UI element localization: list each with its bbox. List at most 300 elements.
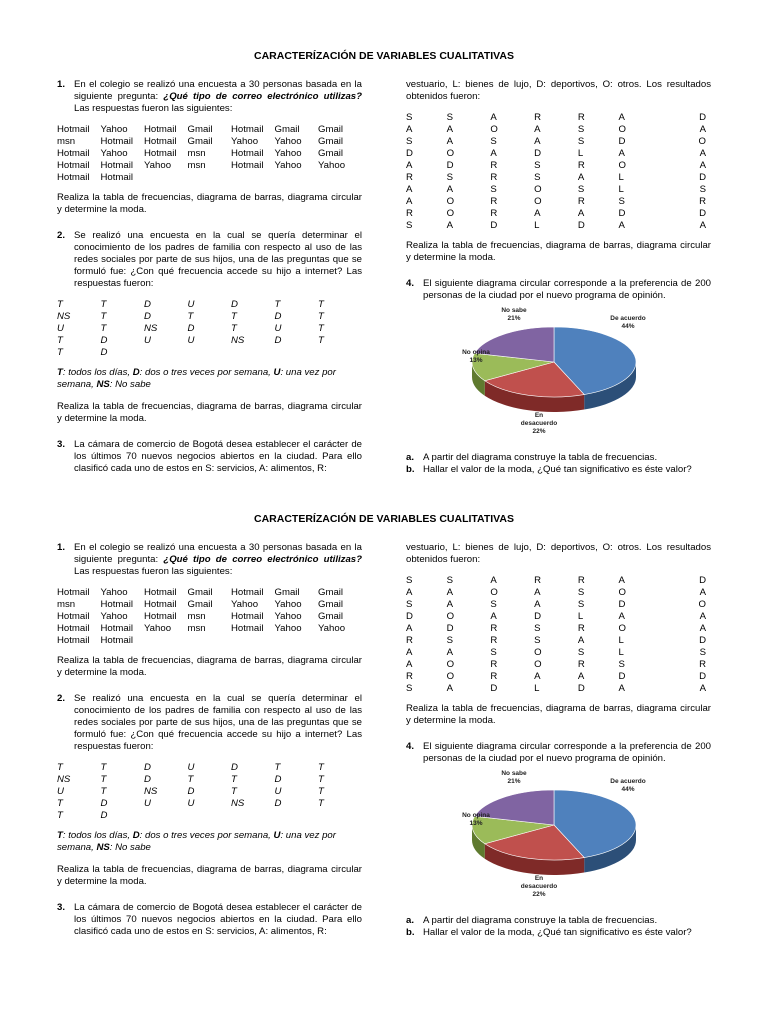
table-row (57, 323, 362, 335)
legend-desc: : No sabe (109, 379, 151, 390)
table-row (57, 611, 362, 623)
table-cell: A (577, 208, 585, 219)
table-cell: D (446, 160, 454, 171)
question-number: 3. (57, 439, 66, 450)
legend-desc: : una vez por semana, (57, 830, 336, 853)
table-cell: O (534, 659, 542, 670)
pie-label-line: desacuerdo (520, 883, 558, 890)
pie-label-line: 13% (469, 820, 483, 827)
table-cell: Hotmail (100, 635, 134, 646)
table-cell: O (446, 611, 455, 622)
table-cell: T (57, 762, 63, 773)
legend-key: D (132, 830, 140, 841)
table-cell: D (577, 220, 585, 231)
table-cell: D (187, 786, 195, 797)
table-cell: R (490, 659, 498, 670)
table-cell: A (446, 220, 454, 231)
question-4 (406, 741, 711, 765)
table-cell: L (618, 647, 624, 658)
table-cell: Yahoo (274, 611, 302, 622)
table-cell (318, 635, 362, 647)
legend-desc: : todos los días, (62, 830, 133, 841)
table-cell: D (490, 220, 498, 231)
instruction-text: Realiza la tabla de frecuencias, diagrama de barras, diagrama circular y determine la moda. (406, 240, 711, 263)
table-row (57, 786, 362, 798)
table-cell: Gmail (318, 136, 344, 147)
business-types-table (406, 112, 706, 232)
table-cell (275, 347, 319, 359)
table-cell: A (618, 220, 625, 231)
table-cell: Yahoo (318, 160, 346, 171)
pie-label-0 (610, 778, 645, 793)
table-cell: Hotmail (57, 635, 90, 646)
table-cell: D (144, 774, 151, 785)
question-number: 4. (406, 278, 415, 289)
pie-label-line: 44% (621, 786, 635, 793)
pie-label-line: 21% (507, 315, 521, 322)
table-cell (275, 172, 319, 184)
table-cell: NS (144, 323, 158, 334)
table-cell: D (274, 774, 282, 785)
table-cell: S (699, 184, 706, 195)
table-cell: A (490, 112, 497, 123)
table-cell: U (57, 323, 64, 334)
pie-label-line: No sabe (501, 770, 527, 777)
table-cell: O (618, 587, 626, 598)
table-cell: D (100, 347, 108, 358)
legend-key: NS (96, 842, 110, 853)
table-cell: A (699, 220, 706, 231)
table-cell: msn (187, 611, 206, 622)
table-cell: D (231, 299, 238, 310)
legend-key: U (273, 830, 281, 841)
table-cell: A (618, 148, 625, 159)
table-row (57, 148, 362, 160)
table-cell: Hotmail (100, 172, 134, 183)
table-cell: Hotmail (57, 623, 90, 634)
table-cell: O (618, 623, 626, 634)
table-cell: Hotmail (231, 623, 264, 634)
table-cell: Hotmail (231, 587, 264, 598)
sub-question-a: a. A partir del diagrama construye la tabla de frecuencias. (406, 452, 658, 463)
table-cell: S (446, 635, 454, 646)
sub-question-b: b. Hallar el valor de la moda, ¿Qué tan significativo es éste valor? (406, 927, 692, 938)
table-cell: O (618, 124, 626, 135)
question-text: La cámara de comercio de Bogotá desea establecer el carácter de los últimos 70 nuevos negocios abiertos en la ciudad. Para ello clasificó cada uno de estos en S: servicios, A: alimentos, R: (74, 902, 362, 937)
table-cell: T (231, 311, 237, 322)
table-cell: S (577, 184, 585, 195)
table-cell: A (406, 623, 413, 634)
table-cell: Gmail (187, 136, 213, 147)
table-cell: A (406, 196, 413, 207)
table-cell: S (699, 647, 706, 658)
table-cell: R (577, 112, 585, 123)
table-cell: NS (144, 786, 158, 797)
table-cell: S (490, 599, 497, 610)
table-cell: D (534, 148, 542, 159)
table-cell: D (618, 671, 626, 682)
table-cell: msn (57, 599, 76, 610)
table-cell: msn (57, 136, 76, 147)
frequency-responses-table (57, 762, 362, 822)
table-cell: D (100, 335, 108, 346)
table-cell: Hotmail (231, 124, 264, 135)
table-row (57, 172, 362, 184)
frequency-responses-table (57, 299, 362, 359)
table-cell: A (699, 683, 706, 694)
table-cell: S (490, 136, 497, 147)
table-cell: S (618, 659, 625, 670)
table-cell: Hotmail (144, 124, 177, 135)
table-cell: T (100, 311, 107, 322)
legend-desc: : dos o tres veces por semana, (139, 830, 274, 841)
table-cell: T (100, 786, 107, 797)
table-row (406, 683, 706, 695)
table-cell (231, 347, 275, 359)
table-cell: R (406, 172, 413, 183)
table-cell: U (187, 335, 195, 346)
table-cell (188, 172, 232, 184)
table-cell: D (618, 208, 626, 219)
instruction-text: Realiza la tabla de frecuencias, diagrama de barras, diagrama circular y determine la moda. (57, 192, 362, 215)
question-3-continuation: vestuario, L: bienes de lujo, D: deportivos, O: otros. Los resultados obtenidos fueron: (406, 79, 711, 102)
table-cell: D (187, 323, 195, 334)
table-cell: L (534, 683, 540, 694)
table-cell: U (274, 786, 282, 797)
table-cell: S (577, 647, 585, 658)
table-cell (318, 172, 362, 184)
table-cell: A (534, 671, 541, 682)
table-cell: U (187, 299, 195, 310)
table-cell: T (100, 774, 107, 785)
table-cell: Yahoo (231, 136, 259, 147)
table-cell: O (698, 136, 706, 147)
table-cell (144, 810, 188, 822)
table-cell: D (406, 148, 413, 159)
table-cell: L (618, 184, 624, 195)
table-cell: L (577, 148, 584, 159)
table-cell (231, 810, 275, 822)
question-number: 2. (57, 693, 66, 704)
table-cell: Yahoo (100, 148, 128, 159)
table-row (406, 575, 706, 587)
table-cell: S (577, 124, 585, 135)
table-cell: T (100, 762, 107, 773)
question-4 (406, 278, 711, 302)
table-cell: R (406, 208, 413, 219)
table-cell: D (231, 762, 238, 773)
table-cell: R (534, 112, 542, 123)
table-cell (188, 810, 232, 822)
table-row (406, 587, 706, 599)
pie-chart (406, 765, 711, 915)
table-cell: O (446, 671, 455, 682)
table-cell: R (577, 659, 585, 670)
table-cell: S (406, 112, 413, 123)
table-cell: A (406, 160, 413, 171)
table-cell: U (57, 786, 64, 797)
table-cell: D (406, 611, 413, 622)
pie-label-line: 13% (469, 357, 483, 364)
table-cell: A (618, 112, 625, 123)
table-row (57, 347, 362, 359)
table-cell: A (446, 599, 454, 610)
table-cell: T (318, 323, 324, 334)
table-cell: S (534, 160, 541, 171)
table-row (57, 599, 362, 611)
left-column (57, 542, 362, 949)
table-cell: Hotmail (100, 623, 134, 634)
table-row (406, 599, 706, 611)
pie-label-line: De acuerdo (610, 778, 646, 785)
table-cell: L (534, 220, 540, 231)
table-cell: T (274, 762, 281, 773)
legend-key: D (132, 367, 140, 378)
table-cell: R (406, 635, 413, 646)
table-cell: NS (57, 311, 71, 322)
table-cell: A (577, 172, 585, 183)
table-row (57, 635, 362, 647)
table-cell: D (577, 683, 585, 694)
table-row (57, 774, 362, 786)
table-cell: Yahoo (100, 124, 128, 135)
table-cell: D (490, 683, 498, 694)
pie-label-line: 21% (507, 778, 521, 785)
legend-key: T (57, 367, 63, 378)
question-text: Se realizó una encuesta en la cual se quería determinar el conocimiento de los padres de familia con respecto al uso de las redes sociales por parte de sus hijos, una de las preguntas que se formuló fue: ¿Con qué frecuencia accede su hijo a internet? Las respuestas fueron: (74, 230, 362, 289)
table-cell: S (406, 220, 413, 231)
pie-label-3 (501, 770, 527, 785)
table-row (57, 136, 362, 148)
question-2 (57, 230, 362, 425)
table-cell: O (490, 124, 498, 135)
table-cell: T (57, 335, 63, 346)
table-cell: S (534, 623, 541, 634)
table-cell: A (618, 683, 625, 694)
table-cell: Hotmail (231, 611, 264, 622)
question-number: 4. (406, 741, 415, 752)
table-row (57, 798, 362, 810)
table-cell: S (446, 112, 454, 123)
table-cell: S (577, 587, 585, 598)
table-cell: A (577, 635, 585, 646)
table-cell: Hotmail (57, 148, 90, 159)
table-cell: Gmail (187, 124, 213, 135)
table-row (406, 148, 706, 160)
table-cell: S (490, 184, 497, 195)
table-cell: A (577, 671, 585, 682)
table-cell: T (318, 335, 324, 346)
pie-label-3 (501, 307, 527, 322)
table-cell: msn (187, 148, 206, 159)
table-cell: Gmail (318, 599, 344, 610)
question-number: 2. (57, 230, 66, 241)
sub-question-a: a. A partir del diagrama construye la tabla de frecuencias. (406, 915, 658, 926)
question-number: 1. (57, 79, 66, 90)
table-cell: S (446, 575, 454, 586)
table-cell (318, 347, 362, 359)
pie-label-line: 22% (532, 428, 546, 435)
table-cell: A (534, 208, 541, 219)
instruction-text: Realiza la tabla de frecuencias, diagrama de barras, diagrama circular y determine la moda. (57, 655, 362, 678)
table-cell: O (534, 184, 542, 195)
table-cell (275, 810, 319, 822)
table-cell: Yahoo (231, 599, 259, 610)
table-cell: A (490, 148, 497, 159)
table-row (406, 208, 706, 220)
table-cell: S (446, 172, 454, 183)
table-cell: T (231, 774, 237, 785)
table-cell: Hotmail (144, 611, 177, 622)
table-cell: T (57, 810, 63, 821)
table-cell: Hotmail (57, 160, 90, 171)
table-row (406, 635, 706, 647)
table-cell: A (699, 611, 706, 622)
legend-key: T (57, 830, 63, 841)
table-cell: A (406, 587, 413, 598)
table-cell: Hotmail (100, 160, 134, 171)
table-cell: Yahoo (100, 587, 128, 598)
question-3 (57, 902, 362, 938)
pie-label-line: De acuerdo (610, 315, 646, 322)
page-title: CARACTERÍZACIÓN DE VARIABLES CUALITATIVAS (254, 513, 514, 525)
table-cell: D (699, 172, 706, 183)
table-cell: T (57, 798, 63, 809)
table-cell (144, 635, 188, 647)
table-row (406, 136, 706, 148)
question-text: Se realizó una encuesta en la cual se quería determinar el conocimiento de los padres de familia con respecto al uso de las redes sociales por parte de sus hijos, una de las preguntas que se formuló fue: ¿Con qué frecuencia accede su hijo a internet? Las respuestas fueron: (74, 693, 362, 752)
pie-label-1 (521, 412, 558, 435)
pie-label-line: No opina (462, 349, 490, 356)
worksheet-1 (0, 50, 768, 520)
table-cell: D (446, 623, 454, 634)
table-cell: D (100, 810, 108, 821)
table-row (406, 611, 706, 623)
table-cell: U (144, 798, 151, 809)
table-cell: R (699, 196, 706, 207)
table-cell: Gmail (318, 587, 344, 598)
table-cell: R (490, 196, 498, 207)
table-cell: Yahoo (274, 623, 302, 634)
table-cell: T (318, 311, 324, 322)
instruction-text: Realiza la tabla de frecuencias, diagrama de barras, diagrama circular y determine la moda. (406, 703, 711, 726)
table-cell: A (446, 683, 454, 694)
table-cell: T (57, 299, 63, 310)
table-row (406, 623, 706, 635)
table-cell: Hotmail (144, 599, 177, 610)
table-cell: O (446, 659, 455, 670)
table-row (57, 623, 362, 635)
table-cell: A (446, 124, 454, 135)
table-cell: T (231, 323, 237, 334)
table-cell: L (577, 611, 584, 622)
table-cell: Hotmail (144, 148, 177, 159)
table-cell: D (699, 575, 706, 586)
table-cell: S (618, 196, 625, 207)
table-cell: O (534, 647, 542, 658)
table-row (57, 335, 362, 347)
table-cell: Gmail (274, 587, 300, 598)
page-title: CARACTERÍZACIÓN DE VARIABLES CUALITATIVAS (254, 50, 514, 62)
table-cell: Gmail (274, 124, 300, 135)
table-cell (275, 635, 319, 647)
table-cell: S (406, 136, 413, 147)
table-cell: S (577, 136, 585, 147)
question-3-continuation: vestuario, L: bienes de lujo, D: deportivos, O: otros. Los resultados obtenidos fueron: (406, 542, 711, 565)
legend-desc: : todos los días, (62, 367, 133, 378)
table-cell: A (699, 587, 706, 598)
table-cell: Gmail (318, 148, 344, 159)
table-row (406, 659, 706, 671)
table-cell: Yahoo (144, 623, 172, 634)
table-cell: Hotmail (57, 124, 90, 135)
table-row (57, 810, 362, 822)
table-cell: NS (231, 798, 245, 809)
table-cell: O (698, 599, 706, 610)
legend-key: NS (96, 379, 110, 390)
pie-chart (406, 302, 711, 452)
table-cell: O (618, 160, 626, 171)
table-cell: A (699, 160, 706, 171)
legend-text (57, 367, 362, 391)
table-cell: A (406, 184, 413, 195)
legend-text (57, 830, 362, 854)
table-cell: D (144, 311, 151, 322)
table-cell: A (406, 124, 413, 135)
table-cell: D (699, 671, 706, 682)
table-cell: R (490, 172, 498, 183)
table-cell: S (406, 575, 413, 586)
table-cell: T (100, 323, 107, 334)
table-cell: S (534, 635, 541, 646)
table-cell: Gmail (318, 611, 344, 622)
question-text: En el colegio se realizó una encuesta a 30 personas basada en la siguiente pregunta: (74, 79, 362, 102)
table-cell: Hotmail (57, 587, 90, 598)
table-row (406, 112, 706, 124)
table-cell: A (446, 647, 454, 658)
table-cell: R (490, 635, 498, 646)
table-cell: msn (187, 623, 206, 634)
table-cell: Hotmail (144, 136, 177, 147)
table-cell: D (618, 136, 626, 147)
table-cell: D (144, 762, 151, 773)
legend-desc: : una vez por semana, (57, 367, 336, 390)
right-column (406, 542, 711, 939)
table-cell: R (699, 659, 706, 670)
table-cell: S (406, 599, 413, 610)
table-cell: Gmail (187, 587, 213, 598)
legend-key: U (273, 367, 281, 378)
table-cell: Hotmail (57, 611, 90, 622)
question-text: En el colegio se realizó una encuesta a 30 personas basada en la siguiente pregunta: (74, 542, 362, 565)
sub-question-b: b. Hallar el valor de la moda, ¿Qué tan significativo es éste valor? (406, 464, 692, 475)
table-cell: D (699, 635, 706, 646)
email-responses-table (57, 587, 362, 647)
table-cell: Yahoo (274, 160, 302, 171)
table-cell: R (577, 196, 585, 207)
table-cell: D (274, 311, 282, 322)
table-cell: A (446, 184, 454, 195)
table-cell: T (100, 299, 107, 310)
table-cell: T (318, 762, 324, 773)
table-cell (188, 347, 232, 359)
pie-chart-svg (406, 302, 711, 452)
table-cell: Yahoo (274, 148, 302, 159)
table-cell: A (446, 587, 454, 598)
table-cell: U (274, 323, 282, 334)
table-cell: L (618, 172, 624, 183)
pie-label-line: No sabe (501, 307, 527, 314)
